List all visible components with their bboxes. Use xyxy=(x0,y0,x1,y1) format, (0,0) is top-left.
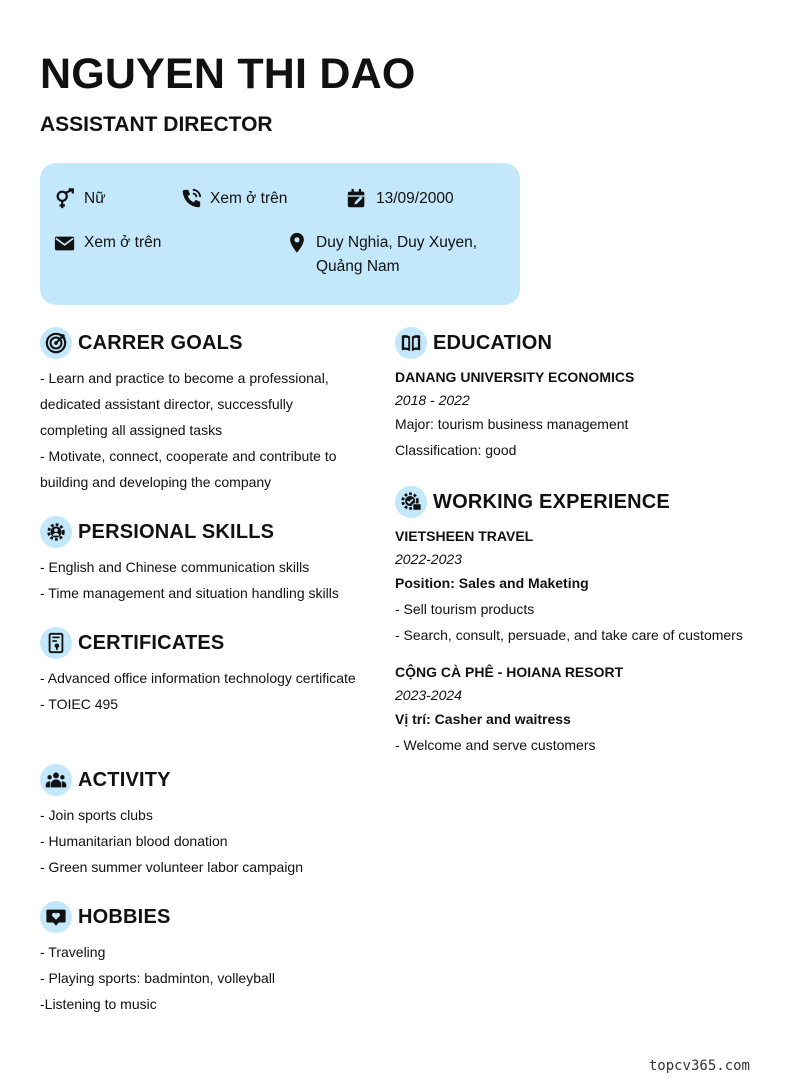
skills-section xyxy=(40,516,360,606)
certificate-line: - TOIEC 495 xyxy=(40,696,119,712)
activity-line: - Green summer volunteer labor campaign xyxy=(40,859,304,875)
activity-title: ACTIVITY xyxy=(78,768,171,791)
school-name: DANANG UNIVERSITY ECONOMICS xyxy=(395,369,635,385)
address-item xyxy=(286,231,506,279)
gender-value: Nữ xyxy=(84,190,106,207)
phone-value: Xem ở trên xyxy=(210,190,288,207)
career-goals-title: CARRER GOALS xyxy=(78,331,243,354)
activity-section xyxy=(40,764,360,880)
skill-line: - English and Chinese communication skills xyxy=(40,559,310,575)
job-company: VIETSHEEN TRAVEL xyxy=(395,528,534,544)
gender-item xyxy=(54,187,106,211)
hobby-line: - Playing sports: badminton, volleyball xyxy=(40,970,276,986)
birthday-item xyxy=(346,187,454,211)
career-goals-section xyxy=(40,327,360,495)
job-position: Position: Sales and Maketing xyxy=(395,575,589,591)
phone-icon xyxy=(180,188,202,210)
experience-title: WORKING EXPERIENCE xyxy=(433,490,670,513)
hobbies-section xyxy=(40,901,360,1017)
experience-section xyxy=(395,486,765,758)
email-item xyxy=(54,231,161,255)
skills-title: PERSIONAL SKILLS xyxy=(78,520,275,543)
job-period: 2022-2023 xyxy=(395,551,462,567)
skill-line: - Time management and situation handling skills xyxy=(40,585,339,601)
education-title: EDUCATION xyxy=(433,331,553,354)
phone-item xyxy=(180,187,287,211)
job-position: Vị trí: Casher and waitress xyxy=(395,711,571,727)
heart-message-icon xyxy=(40,901,72,933)
education-major: Major: tourism business management xyxy=(395,416,629,432)
job-company: CỘNG CÀ PHÊ - HOIANA RESORT xyxy=(395,664,624,680)
target-icon xyxy=(40,327,72,359)
certificates-section xyxy=(40,627,360,717)
group-icon xyxy=(40,764,72,796)
hobbies-title: HOBBIES xyxy=(78,905,171,928)
gear-person-icon xyxy=(40,516,72,548)
gender-icon xyxy=(54,188,76,210)
job-period: 2023-2024 xyxy=(395,687,462,703)
page-title: ASSISTANT DIRECTOR xyxy=(40,113,273,136)
education-classification: Classification: good xyxy=(395,442,517,458)
certificates-title: CERTIFICATES xyxy=(78,631,225,654)
email-value: Xem ở trên xyxy=(84,234,162,251)
career-goal-line: - Learn and practice to become a professional, dedicated assistant director, successfully completing all assigned tasks xyxy=(40,370,329,438)
activity-line: - Join sports clubs xyxy=(40,807,153,823)
hobby-line: -Listening to music xyxy=(40,996,157,1012)
job-line: - Sell tourism products xyxy=(395,601,535,617)
education-section xyxy=(395,327,755,463)
job-entry xyxy=(395,524,765,648)
hobby-line: - Traveling xyxy=(40,944,106,960)
certificate-icon xyxy=(40,627,72,659)
career-goal-line: - Motivate, connect, cooperate and contribute to building and developing the company xyxy=(40,448,337,490)
location-icon xyxy=(286,232,308,254)
email-icon xyxy=(54,232,76,254)
certificate-line: - Advanced office information technology certificate xyxy=(40,670,356,686)
book-icon xyxy=(395,327,427,359)
job-line: - Search, consult, persuade, and take care of customers xyxy=(395,627,743,643)
activity-line: - Humanitarian blood donation xyxy=(40,833,228,849)
contact-info-box xyxy=(40,163,520,305)
education-period: 2018 - 2022 xyxy=(395,392,470,408)
address-value: Duy Nghia, Duy Xuyen, Quảng Nam xyxy=(316,234,478,275)
page-name: NGUYEN THI DAO xyxy=(40,50,416,98)
badge-check-icon xyxy=(395,486,427,518)
job-line: - Welcome and serve customers xyxy=(395,737,596,753)
birthday-value: 13/09/2000 xyxy=(376,190,454,207)
watermark: topcv365.com xyxy=(648,1058,750,1074)
calendar-icon xyxy=(346,188,368,210)
job-entry xyxy=(395,660,765,758)
